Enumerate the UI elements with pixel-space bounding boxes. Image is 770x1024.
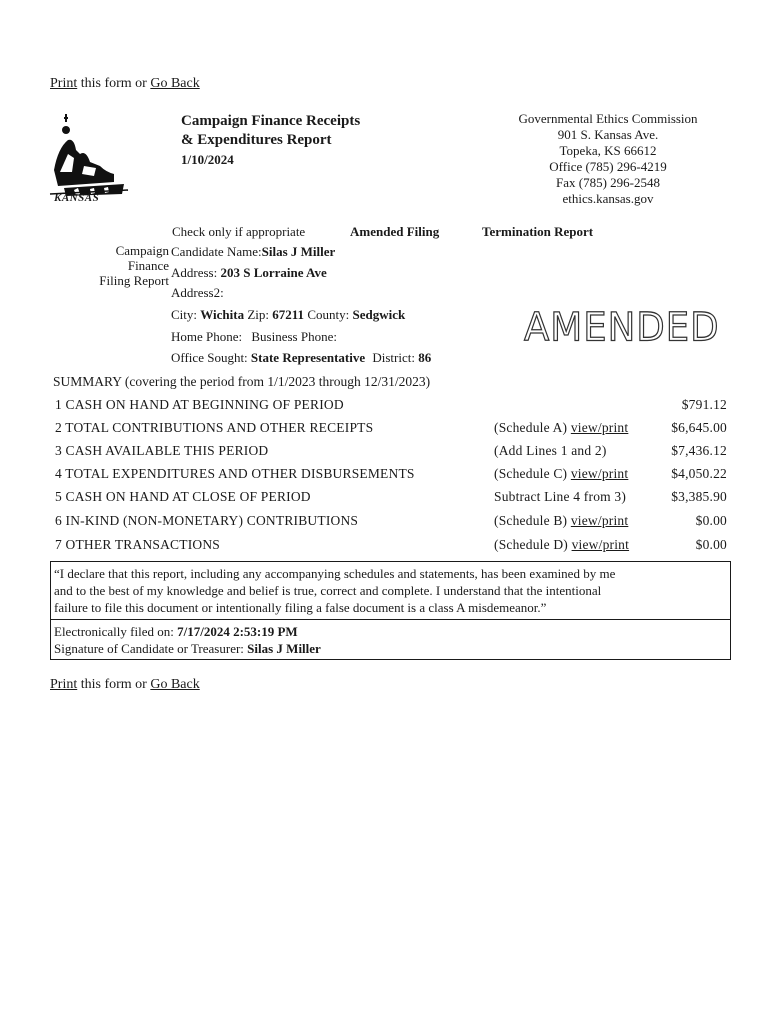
schedule-b-view-print-link[interactable]: view/print [570, 513, 629, 528]
address-label: Address: [171, 265, 218, 280]
side-label-line: Filing Report [99, 273, 169, 288]
agency-address [490, 111, 726, 207]
agency-line: Fax (785) 296-2548 [556, 175, 660, 190]
agency-line: Topeka, KS 66612 [559, 143, 657, 158]
summary-row [55, 466, 731, 488]
declaration-line: failure to file this document or intentionally filing a false document is a class A misdemeanor.” [54, 600, 547, 615]
summary-row-amount: $791.12 [681, 397, 727, 412]
declaration-line: “I declare that this report, including any accompanying schedules and statements, has been examined by me [54, 566, 616, 581]
signature-value: Silas J Miller [247, 641, 321, 656]
side-label-line: Finance [127, 258, 169, 273]
print-link[interactable]: Print [50, 677, 78, 692]
agency-line: Governmental Ethics Commission [518, 111, 698, 126]
summary-row [55, 513, 731, 535]
go-back-link[interactable]: Go Back [150, 677, 200, 692]
summary-row [55, 537, 731, 559]
summary-row-label: 3 CASH AVAILABLE THIS PERIOD [55, 443, 269, 458]
city-label: City: [171, 307, 198, 322]
filed-value: 7/17/2024 2:53:19 PM [177, 624, 298, 639]
bottom-nav [50, 677, 200, 693]
district-label: District: [372, 350, 415, 365]
signature-row [54, 640, 727, 657]
schedule-c-view-print-link[interactable]: view/print [570, 466, 629, 481]
side-label-line: Campaign [115, 243, 169, 258]
agency-line: ethics.kansas.gov [562, 191, 654, 206]
summary-row-amount: $0.00 [695, 537, 727, 552]
check-label: Check only if appropriate [172, 224, 306, 239]
schedule-a-view-print-link[interactable]: view/print [570, 420, 629, 435]
filed-row [54, 623, 727, 640]
home-phone-label: Home Phone: [171, 329, 243, 344]
report-title-line1: Campaign Finance Receipts [181, 113, 361, 129]
county-value: Sedgwick [352, 307, 406, 322]
summary-row-label: 6 IN-KIND (NON-MONETARY) CONTRIBUTIONS [55, 513, 359, 528]
nav-separator-text: this form or [77, 76, 151, 91]
amended-filing-label: Amended Filing [350, 224, 440, 239]
office-label: Office Sought: [171, 350, 248, 365]
summary-row-schedule: (Schedule D) [494, 537, 572, 552]
report-title-line2: & Expenditures Report [181, 132, 332, 148]
summary-row-schedule: (Schedule C) [494, 466, 571, 481]
kansas-seal-logo [44, 110, 136, 215]
candidate-row [171, 244, 335, 260]
declaration-line: and to the best of my knowledge and belief is true, correct and complete. I understand that the intentional [54, 583, 602, 598]
summary-row-label: 1 CASH ON HAND AT BEGINNING OF PERIOD [55, 397, 344, 412]
summary-row-label: 4 TOTAL EXPENDITURES AND OTHER DISBURSEMENTS [55, 466, 415, 481]
office-value: State Representative [250, 350, 366, 365]
summary-row-amount: $7,436.12 [671, 443, 727, 458]
termination-report-label: Termination Report [482, 224, 594, 239]
summary-row-amount: $6,645.00 [671, 420, 727, 435]
nav-separator-text: this form or [77, 677, 151, 692]
go-back-link[interactable]: Go Back [150, 76, 200, 91]
summary-heading: SUMMARY (covering the period from 1/1/2023 through 12/31/2023) [53, 374, 431, 389]
address-value: 203 S Lorraine Ave [220, 265, 327, 280]
zip-label: Zip: [247, 307, 270, 322]
top-nav [50, 76, 200, 92]
summary-row-schedule: Subtract Line 4 from 3) [494, 489, 627, 504]
business-phone-label: Business Phone: [251, 329, 337, 344]
summary-row-amount: $4,050.22 [671, 466, 727, 481]
amended-stamp: AMENDED [524, 304, 720, 351]
print-link[interactable]: Print [50, 76, 78, 91]
summary-row [55, 420, 731, 442]
summary-row-amount: $3,385.90 [671, 489, 727, 504]
office-row [171, 350, 431, 366]
agency-line: Office (785) 296-4219 [549, 159, 667, 174]
signature-label: Signature of Candidate or Treasurer: [54, 641, 244, 656]
summary-row [55, 443, 731, 465]
summary-row-schedule: (Schedule B) [494, 513, 571, 528]
side-label [83, 243, 169, 288]
candidate-name: Silas J Miller [261, 244, 336, 259]
candidate-name-label: Candidate Name: [171, 244, 262, 259]
summary-row-schedule: (Add Lines 1 and 2) [494, 443, 607, 458]
seal-caption: KANSAS [54, 192, 100, 204]
summary-row [55, 489, 731, 511]
phone-row [171, 329, 337, 345]
summary-row [55, 397, 731, 419]
signature-box [50, 619, 731, 660]
filed-label: Electronically filed on: [54, 624, 174, 639]
agency-line: 901 S. Kansas Ave. [557, 127, 659, 142]
address-row [171, 265, 327, 281]
city-value: Wichita [200, 307, 245, 322]
schedule-d-view-print-link[interactable]: view/print [571, 537, 630, 552]
summary-row-amount: $0.00 [695, 513, 727, 528]
city-row [171, 307, 405, 323]
summary-row-label: 5 CASH ON HAND AT CLOSE OF PERIOD [55, 489, 311, 504]
address2-label: Address2: [171, 285, 224, 300]
zip-value: 67211 [272, 307, 305, 322]
summary-row-label: 7 OTHER TRANSACTIONS [55, 537, 221, 552]
district-value: 86 [418, 350, 432, 365]
declaration-box [50, 561, 731, 620]
report-title [181, 112, 360, 169]
summary-row-schedule: (Schedule A) [494, 420, 571, 435]
county-label: County: [307, 307, 350, 322]
summary-row-label: 2 TOTAL CONTRIBUTIONS AND OTHER RECEIPTS [55, 420, 374, 435]
report-date: 1/10/2024 [181, 152, 234, 167]
